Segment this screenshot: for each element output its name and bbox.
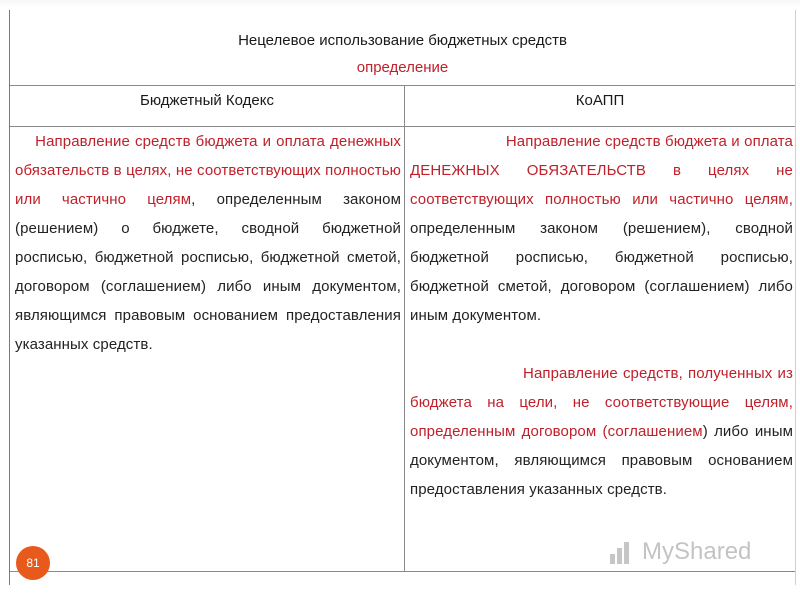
koap-paragraph-2-rest: ) либо иным документом, являющимся правовым основанием предоставления указанных средств. <box>410 423 793 498</box>
koap-paragraph-1-rest: определенным законом (решением), сводной бюджетной росписью, бюджетной росписью, бюджетной сметой, договором (соглашением) либо иным документом. <box>410 220 793 324</box>
table-border-bottom <box>10 571 795 572</box>
watermark-text: MyShared <box>642 538 752 565</box>
table-header <box>10 10 795 85</box>
table-border-right <box>795 10 796 585</box>
table-column-divider <box>404 86 405 572</box>
page-title: Нецелевое использование бюджетных средств <box>238 32 567 49</box>
budget-code-definition-highlight: Направление средств бюджета и оплата денежных обязательств в целях, не соответствующих полностью или частично целям <box>15 133 401 208</box>
koap-paragraph-2 <box>410 359 793 504</box>
page-number-badge: 81 <box>16 546 50 580</box>
koap-paragraph-2-highlight: Направление средств, полученных из бюджета на цели, не соответствующие целям, определенным договором (соглашением <box>410 365 793 440</box>
column-header-koap: КоАПП <box>575 92 625 109</box>
page-subtitle: определение <box>356 59 449 76</box>
koap-paragraph-1 <box>410 127 793 330</box>
budget-code-definition-rest: , определенным законом (решением) о бюджете, сводной бюджетной росписью, бюджетной росписью, бюджетной сметой, договором (соглашением) либо иным документом, являющимся правовым основанием предоставления указанных средств. <box>15 191 401 353</box>
chart-icon <box>608 538 636 566</box>
koap-paragraph-1-highlight: Направление средств бюджета и оплата ДЕНЕЖНЫХ ОБЯЗАТЕЛЬСТВ в целях не соответствующих полностью или частично целям, <box>410 133 793 208</box>
koap-definition <box>410 127 793 504</box>
column-header-budget-code: Бюджетный Кодекс <box>140 92 274 109</box>
watermark <box>608 534 751 570</box>
budget-code-definition <box>15 127 401 359</box>
